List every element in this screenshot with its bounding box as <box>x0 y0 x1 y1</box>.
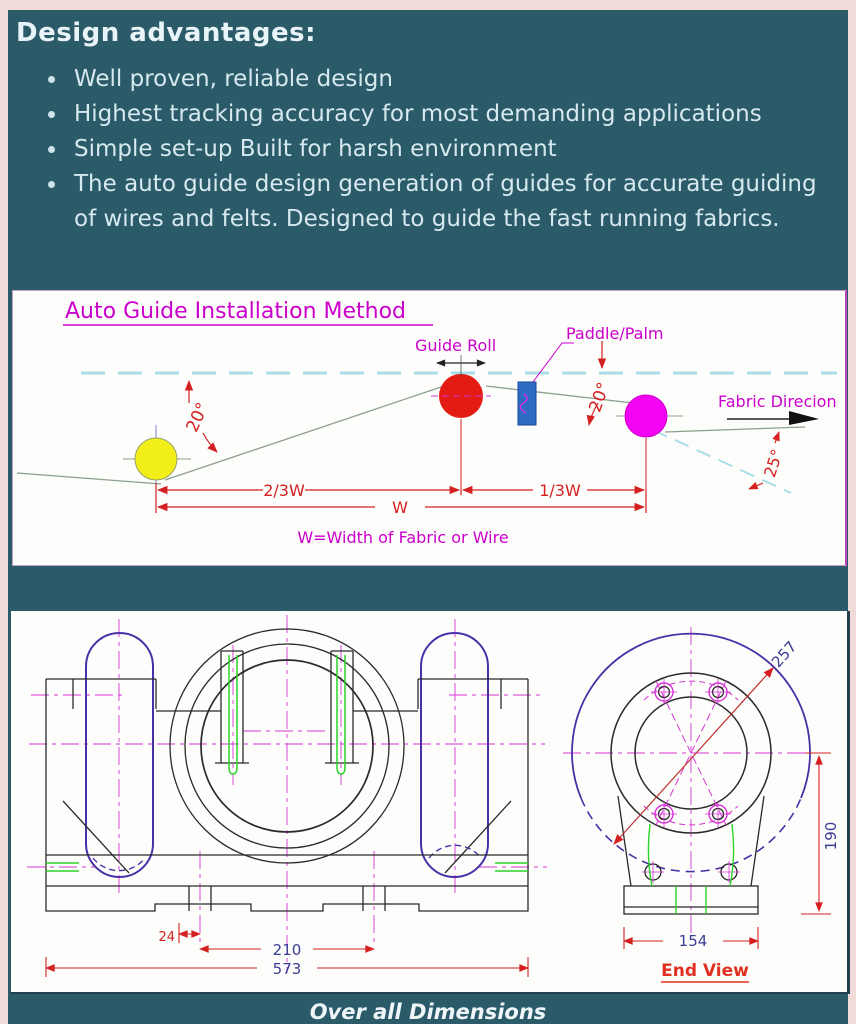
dim-210: 210 <box>272 941 302 959</box>
front-view-centerlines <box>27 615 547 973</box>
magenta-roll <box>616 395 683 493</box>
angle-left-text: 20° <box>182 399 214 436</box>
dimensions-drawing <box>11 611 847 992</box>
installation-method-panel <box>12 290 847 566</box>
installation-method-diagram <box>13 291 845 564</box>
list-item: The auto guide design generation of guides for accurate guiding of wires and felts. Designed to guide the fast running fabrics. <box>38 167 818 237</box>
list-item: Simple set-up Built for harsh environment <box>38 132 818 167</box>
front-view <box>27 615 547 978</box>
page-title: Design advantages: <box>16 18 317 48</box>
dim-573: 573 <box>272 960 302 978</box>
guide-roll-red <box>431 374 491 491</box>
angle-right-20 <box>585 341 614 425</box>
overall-dimensions-caption: Over all Dimensions <box>309 1000 547 1024</box>
dim-two-thirds-w: 2/3W <box>263 481 305 500</box>
list-item: Well proven, reliable design <box>38 62 818 97</box>
fabric-direction-label <box>718 392 837 425</box>
diameter-dim-line <box>614 668 773 844</box>
diagram-title <box>63 299 433 325</box>
dimensions-panel <box>11 611 850 994</box>
dim-w: W <box>392 498 408 517</box>
dim-190: 190 <box>822 821 840 851</box>
width-legend: W=Width of Fabric or Wire <box>297 528 509 547</box>
advantages-list <box>38 62 818 237</box>
end-view-label <box>661 961 749 982</box>
diagram-title-text: Auto Guide Installation Method <box>65 299 407 324</box>
angle-out-text: 25° <box>760 446 787 480</box>
end-view-text: End View <box>661 961 749 981</box>
dim-154: 154 <box>678 932 708 950</box>
dim-257: 257 <box>767 637 801 671</box>
paddle-palm-text: Paddle/Palm <box>566 324 664 343</box>
yellow-roll <box>123 425 191 493</box>
guide-roll-label <box>415 336 496 377</box>
angle-out-25 <box>749 432 787 489</box>
paddle <box>518 382 536 425</box>
page-content <box>8 10 848 1024</box>
end-view <box>563 627 840 982</box>
dim-24: 24 <box>158 930 175 945</box>
guide-roll-text: Guide Roll <box>415 336 497 355</box>
angle-left-20 <box>182 381 217 452</box>
fabric-path-lines <box>17 383 805 484</box>
fabric-direction-arrow-icon <box>789 411 819 425</box>
dim-one-third-w: 1/3W <box>539 481 581 500</box>
angle-right-text: 20° <box>585 379 615 415</box>
list-item: Highest tracking accuracy for most demanding applications <box>38 97 818 132</box>
fabric-direction-text: Fabric Direcion <box>718 392 837 411</box>
